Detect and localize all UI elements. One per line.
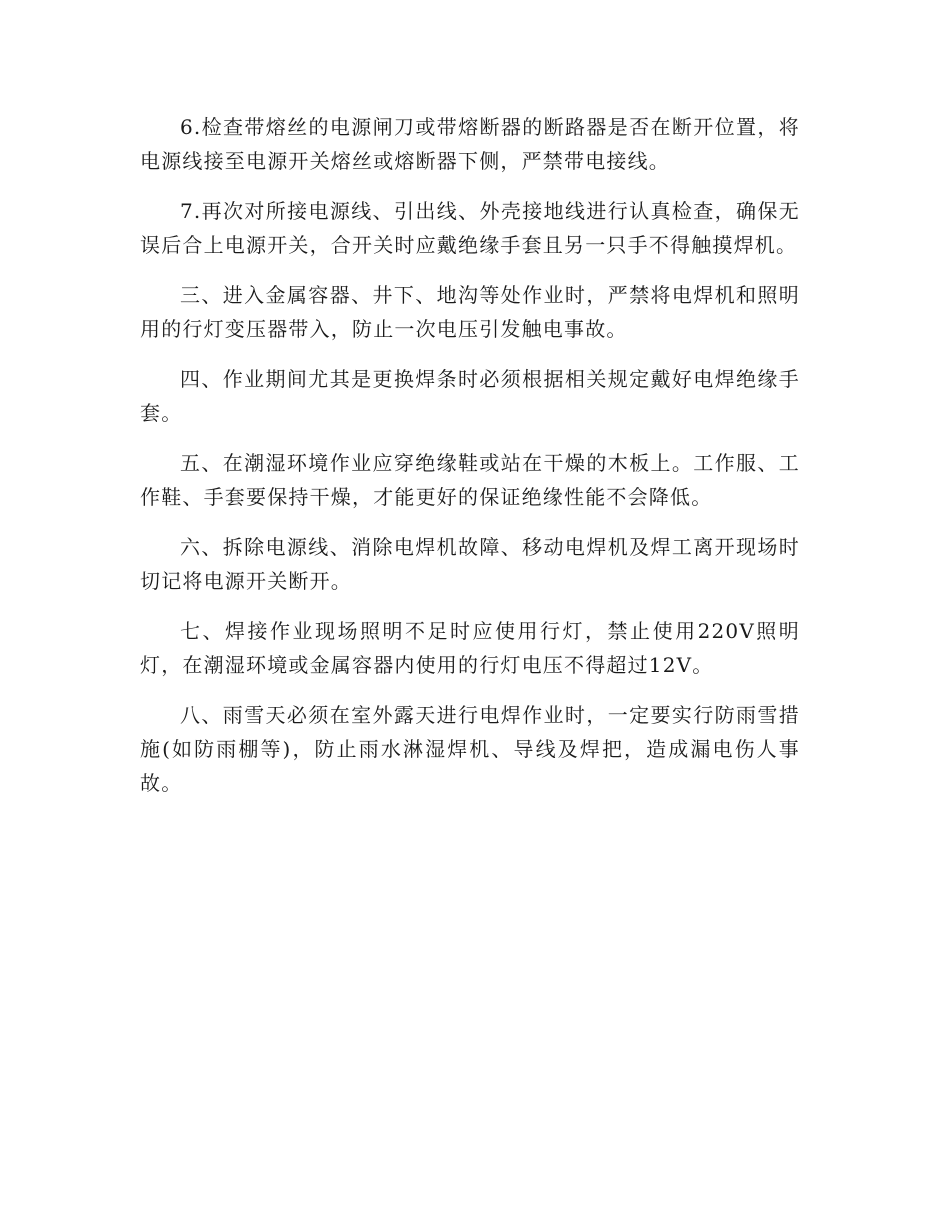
paragraph-section-6: 六、拆除电源线、消除电焊机故障、移动电焊机及焊工离开现场时切记将电源开关断开。: [140, 535, 800, 593]
paragraph-item-7: 7.再次对所接电源线、引出线、外壳接地线进行认真检查，确保无误后合上电源开关，合开关时应戴绝缘手套且另一只手不得触摸焊机。: [140, 199, 800, 257]
paragraph-item-6: 6.检查带熔丝的电源闸刀或带熔断器的断路器是否在断开位置，将电源线接至电源开关熔丝或熔断器下侧，严禁带电接线。: [140, 115, 800, 173]
paragraph-section-7: 七、焊接作业现场照明不足时应使用行灯，禁止使用220V照明灯，在潮湿环境或金属容器内使用的行灯电压不得超过12V。: [140, 619, 800, 677]
document-body: [140, 110, 800, 816]
paragraph-section-5: 五、在潮湿环境作业应穿绝缘鞋或站在干燥的木板上。工作服、工作鞋、手套要保持干燥，才能更好的保证绝缘性能不会降低。: [140, 451, 800, 509]
paragraph-section-4: 四、作业期间尤其是更换焊条时必须根据相关规定戴好电焊绝缘手套。: [140, 367, 800, 425]
paragraph-section-8: 八、雨雪天必须在室外露天进行电焊作业时，一定要实行防雨雪措施(如防雨棚等)，防止雨水淋湿焊机、导线及焊把，造成漏电伤人事故。: [140, 703, 800, 795]
paragraph-section-3: 三、进入金属容器、井下、地沟等处作业时，严禁将电焊机和照明用的行灯变压器带入，防止一次电压引发触电事故。: [140, 283, 800, 341]
